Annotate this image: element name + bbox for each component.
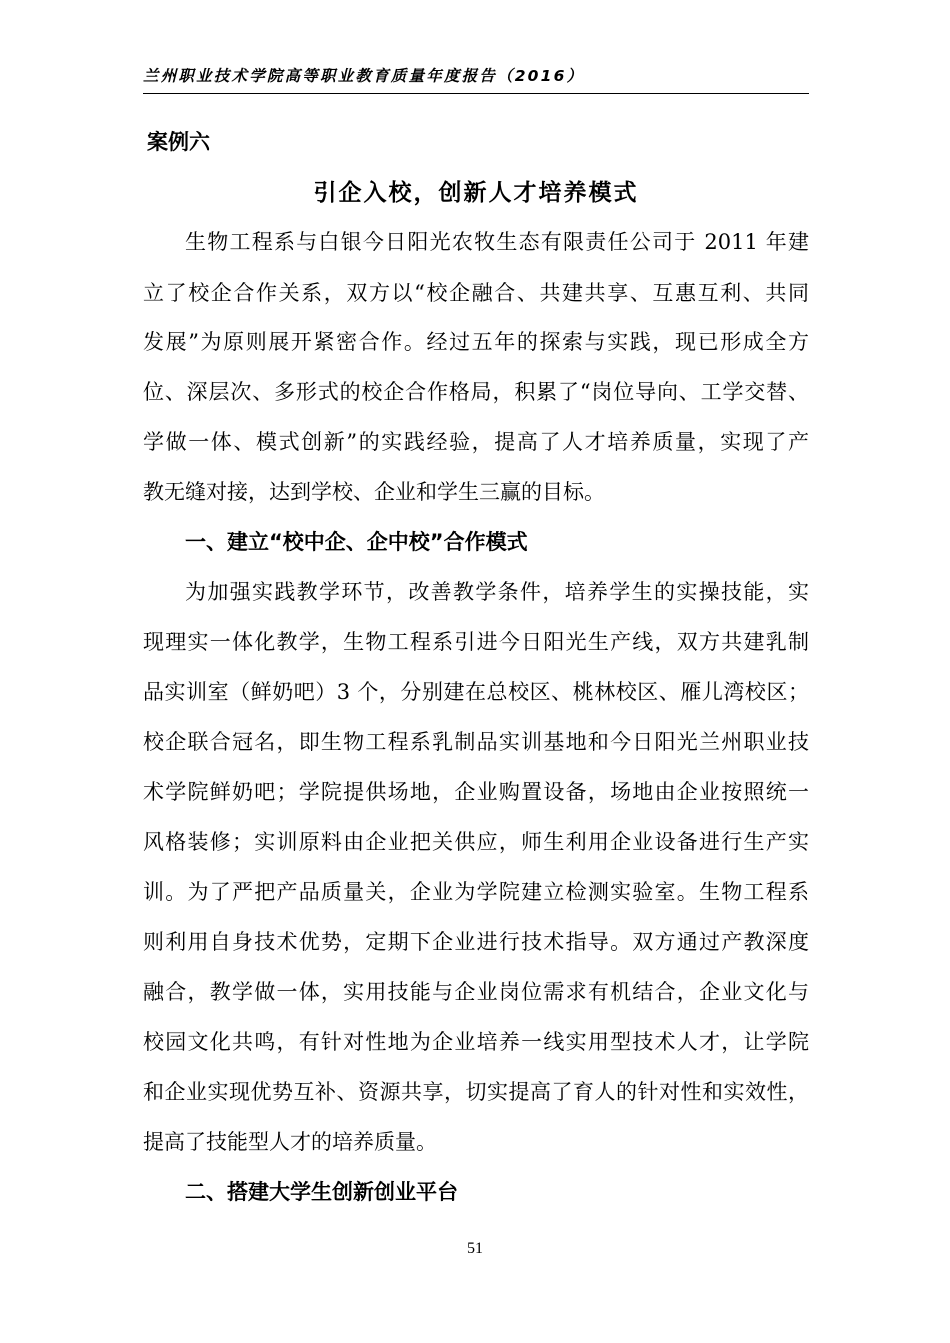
body-line: 为加强实践教学环节，改善教学条件，培养学生的实操技能，实 bbox=[185, 580, 809, 604]
page-number: 51 bbox=[467, 1240, 483, 1257]
section-heading: 二、搭建大学生创新创业平台 bbox=[185, 1180, 458, 1204]
article-title: 引企入校，创新人才培养模式 bbox=[313, 180, 639, 206]
intro-line: 位、深层次、多形式的校企合作格局，积累了“岗位导向、工学交替、 bbox=[143, 380, 809, 404]
intro-line: 生物工程系与白银今日阳光农牧生态有限责任公司于 2011 年建 bbox=[185, 230, 809, 254]
intro-line: 发展”为原则展开紧密合作。经过五年的探索与实践，现已形成全方 bbox=[143, 330, 809, 354]
header-rule bbox=[143, 93, 809, 94]
body-line: 术学院鲜奶吧；学院提供场地，企业购置设备，场地由企业按照统一 bbox=[143, 780, 809, 804]
body-line: 风格装修；实训原料由企业把关供应，师生利用企业设备进行生产实 bbox=[143, 830, 809, 854]
intro-line: 立了校企合作关系，双方以“校企融合、共建共享、互惠互利、共同 bbox=[143, 281, 809, 305]
body-line: 现理实一体化教学，生物工程系引进今日阳光生产线，双方共建乳制 bbox=[143, 630, 809, 654]
intro-line: 教无缝对接，达到学校、企业和学生三赢的目标。 bbox=[143, 480, 605, 504]
intro-line: 学做一体、模式创新”的实践经验，提高了人才培养质量，实现了产 bbox=[143, 430, 809, 454]
body-line: 则利用自身技术优势，定期下企业进行技术指导。双方通过产教深度 bbox=[143, 930, 809, 954]
running-header: 兰州职业技术学院高等职业教育质量年度报告（2016） bbox=[143, 67, 585, 85]
body-line: 融合，教学做一体，实用技能与企业岗位需求有机结合，企业文化与 bbox=[143, 980, 809, 1004]
case-label: 案例六 bbox=[147, 130, 210, 154]
body-line: 校企联合冠名，即生物工程系乳制品实训基地和今日阳光兰州职业技 bbox=[143, 730, 809, 754]
section-heading: 一、建立“校中企、企中校”合作模式 bbox=[185, 530, 528, 554]
body-line: 品实训室（鲜奶吧）3 个，分别建在总校区、桃林校区、雁儿湾校区； bbox=[143, 680, 809, 704]
body-line: 校园文化共鸣，有针对性地为企业培养一线实用型技术人才，让学院 bbox=[143, 1030, 809, 1054]
body-line: 提高了技能型人才的培养质量。 bbox=[143, 1130, 437, 1154]
body-line: 和企业实现优势互补、资源共享，切实提高了育人的针对性和实效性， bbox=[143, 1080, 809, 1104]
body-line: 训。为了严把产品质量关，企业为学院建立检测实验室。生物工程系 bbox=[143, 880, 809, 904]
